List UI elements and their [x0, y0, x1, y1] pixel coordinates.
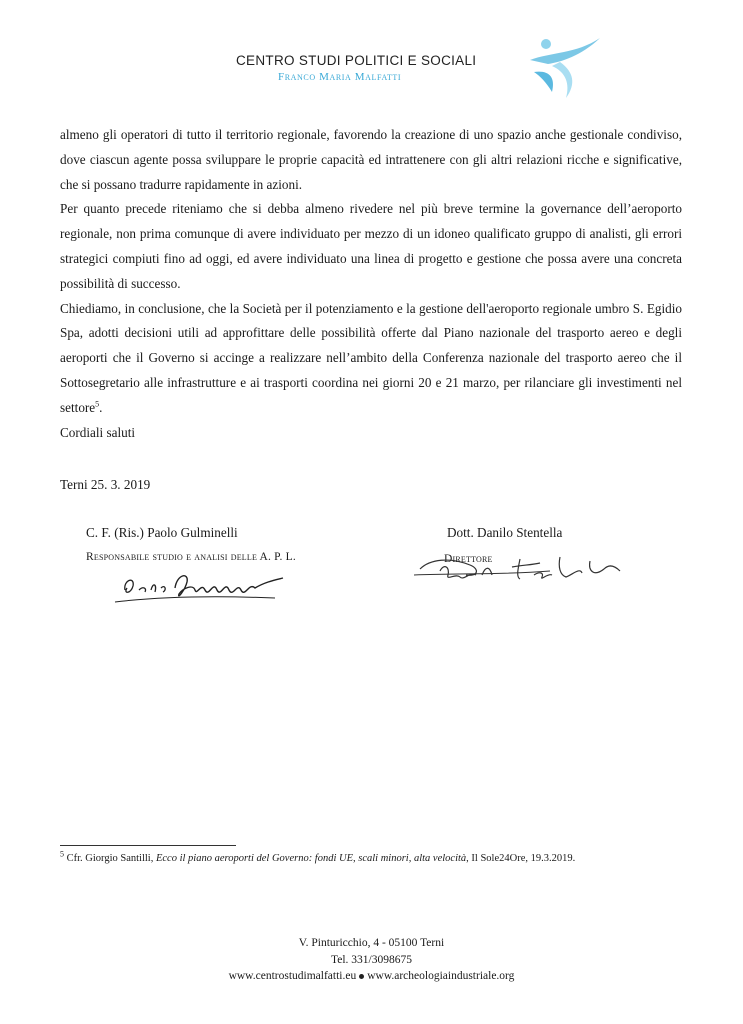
paragraph-3-text: Chiediamo, in conclusione, che la Società per il potenziamento e la gestione dell'aeroporto regionale umbro S. Egidio Spa, adotti decisioni utili ad approfittare delle possibilità offerte dal Piano nazionale del trasporto aereo e degli aeroporti che il Governo si accinge a realizzare nell’ambito della Conferenza nazionale del trasporto aereo che il Sottosegretario alle infrastrutture e ai trasporti coordina nei giorni 20 e 21 marzo, per rilanciare gli investimenti nel settore: [60, 300, 682, 415]
signatory-right-role: Direttore: [444, 553, 493, 565]
paragraph-1: almeno gli operatori di tutto il territorio regionale, favorendo la creazione di uno spazio anche gestionale condiviso, dove ciascun agente possa sviluppare le proprie capacità ed intrattenere con gli altri relazioni ricche e significative, che si possano tradurre rapidamente in azioni.: [60, 127, 682, 192]
footer-website-1[interactable]: www.centrostudimalfatti.eu: [228, 970, 357, 982]
signatory-right-name: Dott. Danilo Stentella: [447, 525, 563, 540]
org-subtitle: Franco Maria Malfatti: [278, 71, 402, 83]
footer-address: V. Pinturicchio, 4 - 05100 Terni: [298, 937, 445, 949]
stylized-figure-logo-icon: [526, 32, 606, 102]
footnote-title: Ecco il piano aeroporti del Governo: fondi UE, scali minori, alta velocità: [155, 853, 467, 864]
handwritten-signature-right: [410, 545, 630, 590]
signatory-left-name: C. F. (Ris.) Paolo Gulminelli: [86, 525, 238, 540]
footnote-divider: [60, 845, 236, 846]
footnote-number: 5: [60, 849, 64, 859]
signatory-left-role: Responsabile studio e analisi delle A. P. L.: [86, 551, 296, 563]
footnote-suffix: , Il Sole24Ore, 19.3.2019.: [466, 853, 576, 864]
bullet-icon: [359, 974, 364, 979]
footer-websites: [0, 968, 743, 985]
footnote-prefix: Cfr. Giorgio Santilli,: [66, 853, 154, 864]
letter-body: [60, 123, 682, 445]
footer: [0, 935, 743, 985]
letterhead: [0, 44, 743, 104]
place-date: Terni 25. 3. 2019: [60, 477, 151, 492]
org-name: CENTRO STUDI POLITICI E SOCIALI: [236, 53, 477, 68]
footer-website-2[interactable]: www.archeologiaindustriale.org: [367, 970, 515, 982]
paragraph-2: Per quanto precede riteniamo che si debba almeno rivedere nel più breve termine la governance dell’aeroporto regionale, non prima comunque di avere individuato per mezzo di un idoneo qualificato gruppo di analisti, gli errori strategici compiuti fino ad oggi, ed avere individuato una linea di progetto e gestione che possa avere una concreta possibilità di successo.: [60, 201, 682, 291]
footnote: [60, 849, 576, 864]
handwritten-signature-left: [105, 560, 305, 610]
paragraph-3: Chiediamo, in conclusione, che la Società per il potenziamento e la gestione dell'aeroporto regionale umbro S. Egidio Spa, adotti decisioni utili ad approfittare delle possibilità offerte dal Piano nazionale del trasporto aereo e degli aeroporti che il Governo si accinge a realizzare nell’ambito della Conferenza nazionale del trasporto aereo che il Sottosegretario alle infrastrutture e ai trasporti coordina nei giorni 20 e 21 marzo, per rilanciare gli investimenti nel settore$^5$.: [60, 300, 682, 415]
footer-phone: Tel. 331/3098675: [331, 953, 412, 966]
closing-greeting: Cordiali saluti: [60, 424, 136, 440]
footnote-reference: 5: [95, 399, 100, 409]
